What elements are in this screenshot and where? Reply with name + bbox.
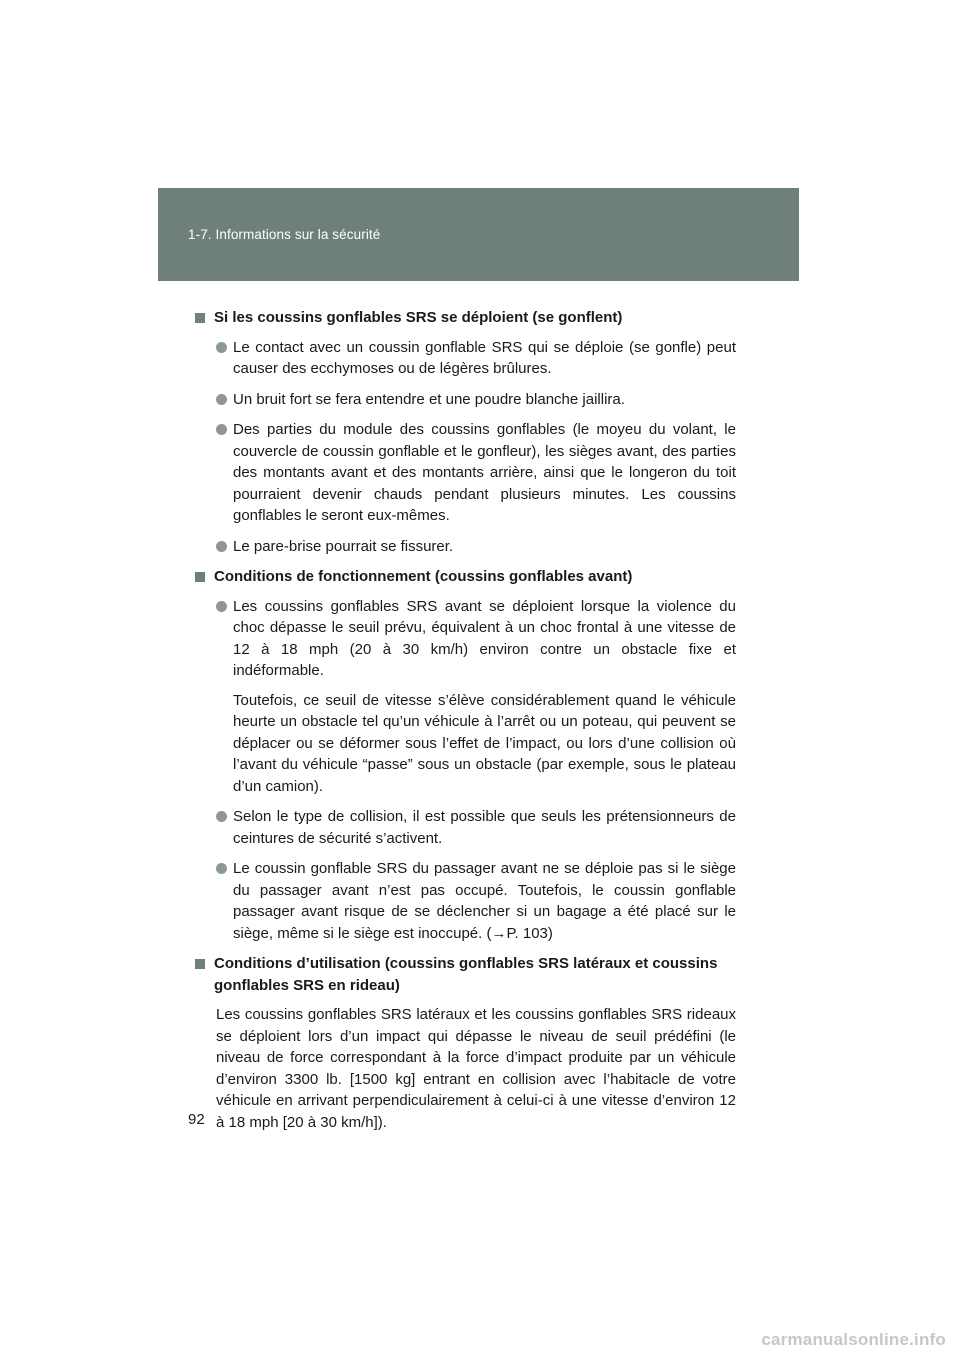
list-item: Le coussin gonflable SRS du passager avant ne se déploie pas si le siège du passager avant n’est pas occupé. Toutefois, le coussin gonflable passager avant risque de se déclencher si un bagage a été placé sur le siège, même si le siège est inoccupé. (→P. 103) [195, 858, 736, 944]
page-number: 92 [188, 1111, 205, 1128]
section-header-band [158, 188, 799, 281]
section-heading: Si les coussins gonflables SRS se déploient (se gonflent) [195, 307, 736, 329]
section-heading: Conditions de fonctionnement (coussins gonflables avant) [195, 566, 736, 588]
list-item: Selon le type de collision, il est possible que seuls les prétensionneurs de ceintures de sécurité s’activent. [195, 806, 736, 849]
square-bullet-icon [195, 572, 205, 582]
list-item: Le pare-brise pourrait se fissurer. [195, 536, 736, 558]
list-item: Le contact avec un coussin gonflable SRS qui se déploie (se gonfle) peut causer des ecchymoses ou de légères brûlures. [195, 337, 736, 380]
page-content [195, 307, 736, 1142]
section-heading: Conditions d’utilisation (coussins gonflables SRS latéraux et coussins gonflables SRS en rideau) [195, 953, 736, 996]
list-item-continuation: Toutefois, ce seuil de vitesse s’élève considérablement quand le véhicule heurte un obstacle tel qu’un véhicule à l’arrêt ou un poteau, qui peuvent se déplacer ou se déformer sous l’effet de l’impact, ou lors d’une collision où l’avant du véhicule “passe” sous un obstacle (par exemple, sous le plateau d’un camion). [233, 691, 736, 795]
round-bullet-icon [216, 863, 227, 874]
list-item: Un bruit fort se fera entendre et une poudre blanche jaillira. [195, 389, 736, 411]
section-paragraph: Les coussins gonflables SRS latéraux et les coussins gonflables SRS rideaux se déploient lors d’un impact qui dépasse le niveau de seuil prédéfini (le niveau de force correspondant à la force d’impact produite par un véhicule d’environ 3300 lb. [1500 kg] entrant en collision avec l’habitacle de votre véhicule en arrivant perpendiculairement à celui-ci à une vitesse d’environ 12 à 18 mph [20 à 30 km/h]). [216, 1006, 736, 1131]
round-bullet-icon [216, 424, 227, 435]
square-bullet-icon [195, 313, 205, 323]
round-bullet-icon [216, 394, 227, 405]
square-bullet-icon [195, 959, 205, 969]
list-item: Les coussins gonflables SRS avant se déploient lorsque la violence du choc dépasse le seuil prévu, équivalent à un choc frontal à une vitesse de 12 à 18 mph (20 à 30 km/h) environ contre un obstacle fixe et indéformable. [195, 596, 736, 682]
list-item: Des parties du module des coussins gonflables (le moyeu du volant, le couvercle de coussin gonflable et le gonfleur), les sièges avant, des parties des montants avant et des montants arrière, ainsi que le longeron du toit pourraient devenir chauds pendant plusieurs minutes. Les coussins gonflables le seront eux-mêmes. [195, 419, 736, 527]
round-bullet-icon [216, 811, 227, 822]
watermark: carmanualsonline.info [761, 1330, 946, 1349]
section-title: 1-7. Informations sur la sécurité [188, 227, 381, 242]
round-bullet-icon [216, 541, 227, 552]
round-bullet-icon [216, 342, 227, 353]
round-bullet-icon [216, 601, 227, 612]
